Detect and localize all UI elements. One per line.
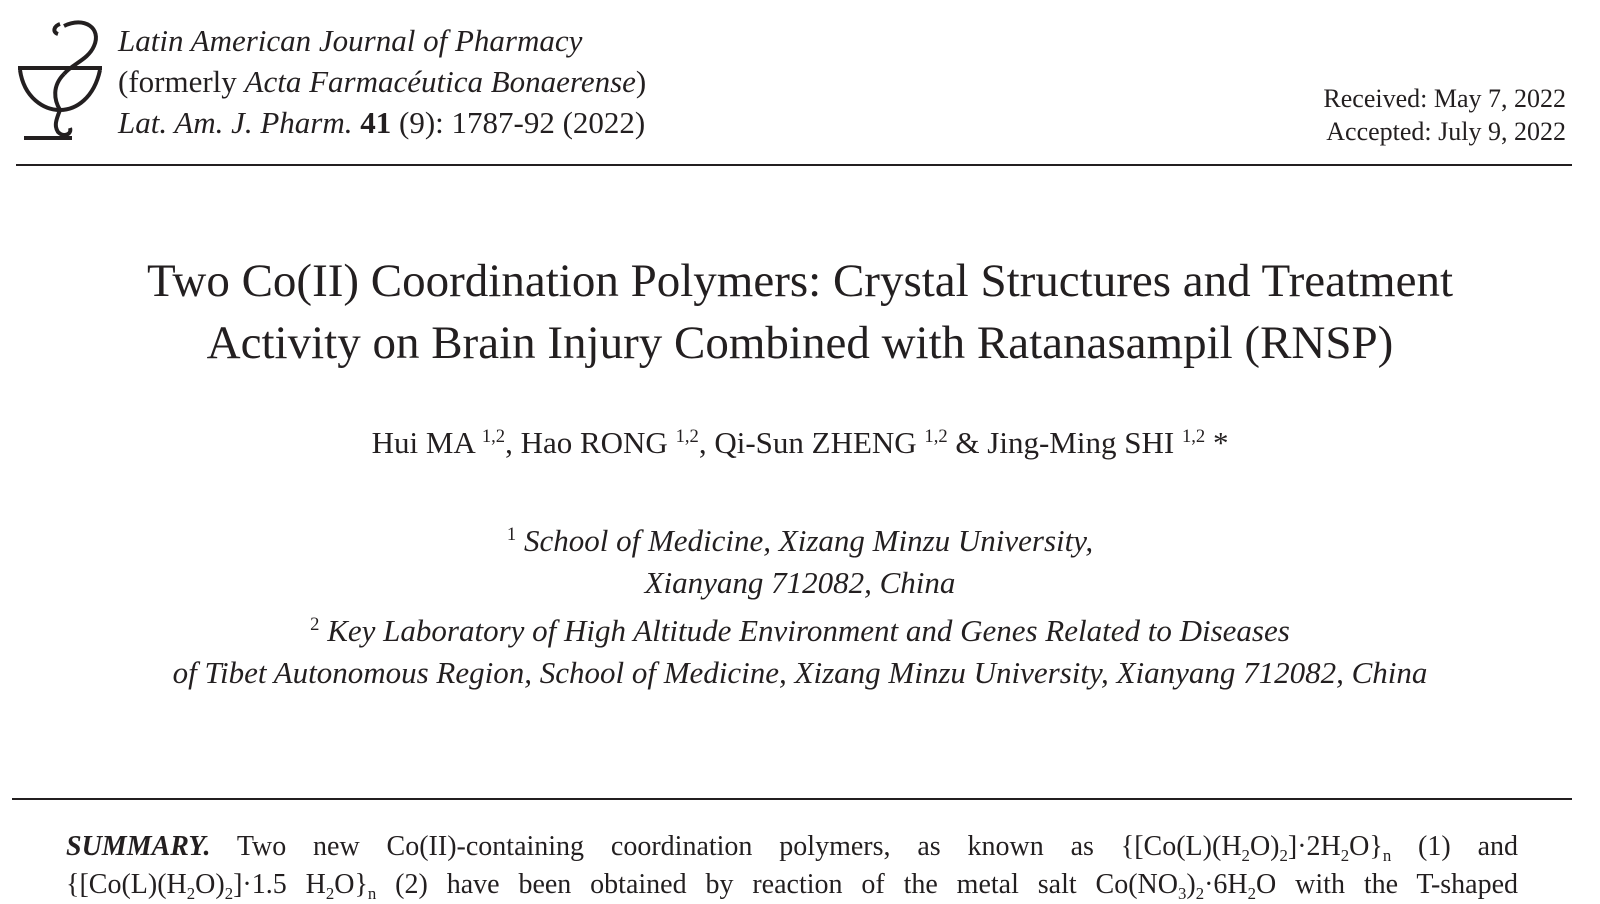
formula-2: {$[Co(L)(H_2O)_2]\cdot 1.5$ $H_2O\}_n$ (2) [66,869,428,903]
author-list: Hui MA $^{1,2}$, Hao RONG $^{1,2}$, Qi-Sun ZHENG $^{1,2}$ & Jing-Ming SHI $^{1,2}$ * [371,425,1229,460]
header-divider [16,164,1572,166]
author-affiliation-mark: 1,2 [1181,425,1206,447]
summary-line-2: {$[Co(L)(H_2O)_2]\cdot 1.5$ $H_2O\}_n$ (2) have been obtained by reaction of the metal salt $Co(NO_3)_2\cdot 6H_2O$ with the T-shaped [66,869,1519,903]
received-date: Received: May 7, 2022 [1323,84,1566,113]
affiliation-1: $^1$ School of Medicine, Xizang Minzu University, Xianyang 712082, China [506,523,1094,600]
author-affiliation-mark: 1,2 [924,425,948,447]
corresponding-author-mark: * [1205,425,1229,460]
article-title [40,250,1560,374]
author-affiliation-mark: 1,2 [675,425,699,447]
affiliation-2: $^2$ Key Laboratory of High Altitude Environment and Genes Related to Diseases of Tibet Autonomous Region, School of Medicine, Xizang Minzu University, Xianyang 712082, China [172,613,1428,690]
summary-abstract [66,828,1518,904]
journal-citation: Lat. Am. J. Pharm. 41 (9): 1787-92 (2022) [118,105,646,140]
author-name: Hao RONG [520,425,668,460]
journal-name: Latin American Journal of Pharmacy [118,23,583,58]
author-name: Qi-Sun ZHENG [714,425,917,460]
author-name: Jing-Ming SHI [987,425,1175,460]
summary-divider [12,798,1572,800]
formula-1: $\{[Co(L)(H_2O)_2]\cdot 2H_2O\}_n$ (1) and [1120,831,1518,865]
bowl-of-hygieia-icon [14,16,106,144]
journal-info [118,20,646,143]
title-line-2: Activity on Brain Injury Combined with Ratanasampil (RNSP) [206,317,1394,369]
summary-label: SUMMARY. [66,831,211,862]
accepted-date: Accepted: July 9, 2022 [1326,117,1566,146]
author-name: Hui MA [371,425,475,460]
formula-metal-salt: $Co(NO_3)_2\cdot 6H_2O$ [1095,869,1277,903]
summary-line-1: SUMMARY. Two new Co(II)-containing coordination polymers, as known as $\{[Co(L)(H_2O)_2]\cdot 2H_2O\}_n$ (1) and [66,831,1518,865]
title-line-1: Two Co(II) Coordination Polymers: Crystal Structures and Treatment [146,255,1454,307]
article-dates [1323,82,1566,148]
citation-volume: 41 [360,105,392,140]
author-affiliation-mark: 1,2 [481,425,506,447]
journal-former-name: (formerly Acta Farmacéutica Bonaerense) [118,64,647,99]
